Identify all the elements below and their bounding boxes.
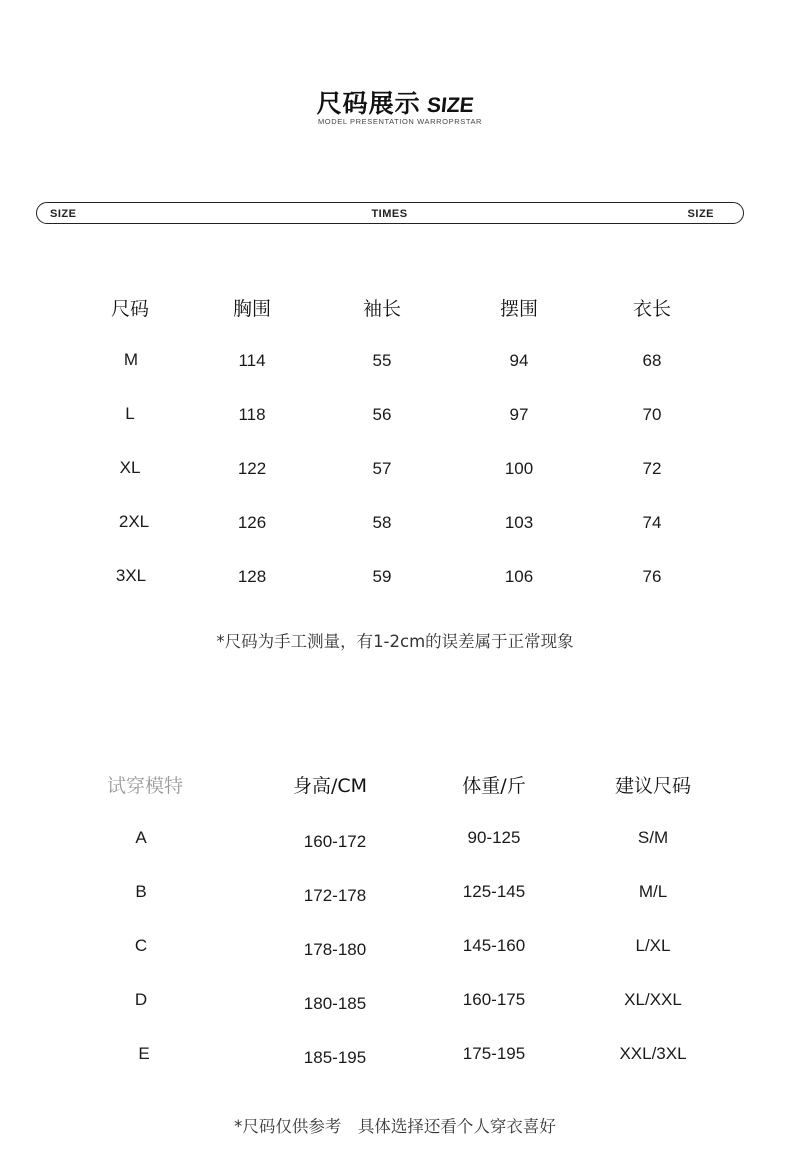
size-table-cell: 122 [237,459,267,478]
size-table-header: 尺码 [110,298,150,320]
banner-right-label: SIZE [687,208,714,220]
size-table-cell: 106 [504,567,534,586]
size-table-cell: 74 [642,513,662,532]
size-table-cell: 57 [372,459,392,478]
title-en: SIZE [425,94,475,117]
model-table-cell: 90-125 [467,828,521,847]
size-table-cell: 118 [238,405,266,424]
model-table-header: 身高/CM [292,775,368,797]
model-table-header: 试穿模特 [106,775,184,797]
page-subtitle: MODEL PRESENTATION WARROPRSTAR [317,117,483,126]
model-table-cell: 125-145 [462,882,526,901]
banner-left-label: SIZE [50,208,77,220]
size-table-cell: 76 [642,567,662,586]
model-table-header: 体重/斤 [462,775,526,797]
size-table-cell: 3XL [115,566,147,585]
model-table-cell: L/XL [635,936,671,955]
size-table-cell: L [125,404,135,423]
size-table-cell: 56 [372,405,392,424]
size-table-cell: 100 [504,459,534,478]
size-table-cell: 128 [237,567,267,586]
size-table-header: 袖长 [362,298,402,320]
model-table-cell: C [134,936,148,955]
model-table-cell: B [135,882,147,901]
size-table-cell: 58 [372,513,392,532]
size-table-note: *尺码为手工测量，有1-2cm的误差属于正常现象 [216,632,574,651]
size-table-header: 胸围 [232,298,272,320]
size-table-cell: 70 [642,405,662,424]
model-table-cell: 175-195 [462,1044,526,1063]
size-table-cell: 126 [237,513,267,532]
size-table-cell: 59 [372,567,392,586]
model-table-cell: XXL/3XL [619,1044,687,1063]
size-table-cell: M [123,350,139,369]
size-table-cell: 55 [372,351,392,370]
size-table-cell: 97 [509,405,529,424]
model-table-cell: 180-185 [303,994,367,1013]
model-table-cell: 178-180 [303,940,367,959]
model-table-header: 建议尺码 [614,775,692,797]
size-table-cell: 103 [504,513,534,532]
size-table-cell: 72 [642,459,662,478]
size-table-cell: 94 [509,351,529,370]
model-table-cell: A [135,828,147,847]
model-table-cell: M/L [638,882,668,901]
size-table-cell: 114 [238,351,266,370]
model-table-cell: S/M [637,828,669,847]
size-table-header: 衣长 [632,298,672,320]
banner-center-label: TIMES [371,208,408,220]
size-table-cell: XL [119,458,141,477]
model-table-cell: 172-178 [303,886,367,905]
model-table-cell: E [138,1044,150,1063]
size-banner [36,202,744,224]
model-table-cell: D [134,990,148,1009]
model-table-cell: 160-172 [303,832,367,851]
size-table-header: 摆围 [499,298,539,320]
size-table-cell: 68 [642,351,662,370]
model-table-cell: 160-175 [462,990,526,1009]
page-title [0,84,790,120]
title-cn: 尺码展示 [316,89,421,118]
model-table-cell: 145-160 [462,936,526,955]
model-table-note: *尺码仅供参考 具体选择还看个人穿衣喜好 [234,1117,556,1136]
model-table-cell: 185-195 [303,1048,367,1067]
model-table-cell: XL/XXL [624,990,682,1009]
size-table-cell: 2XL [118,512,150,531]
